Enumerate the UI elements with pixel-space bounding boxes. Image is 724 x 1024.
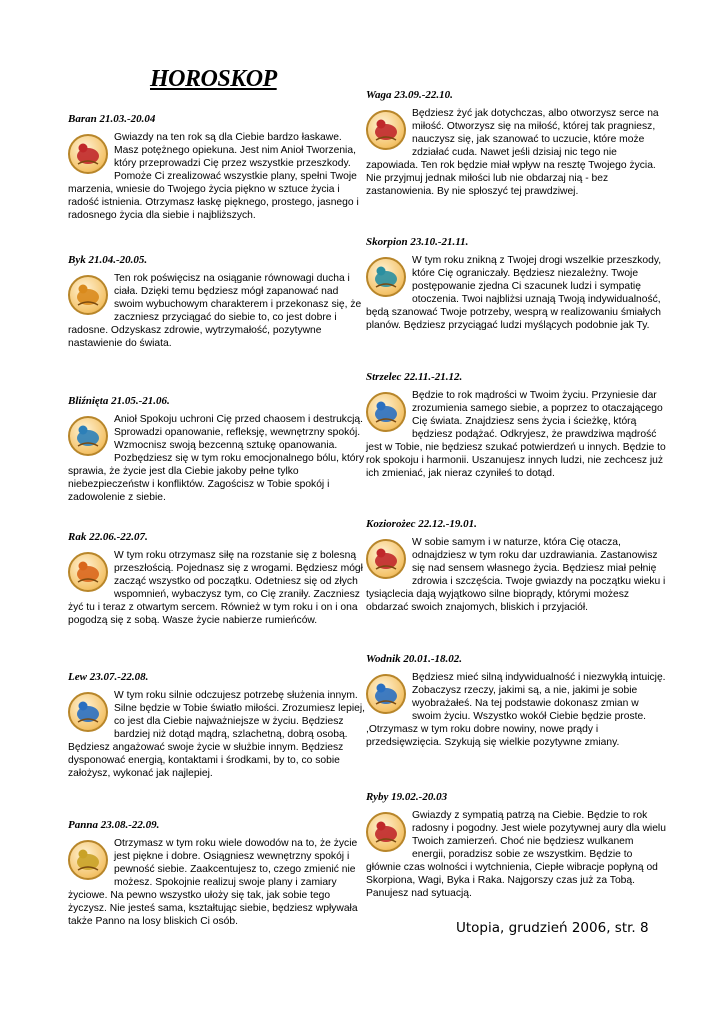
sign-text: Będziesz mieć silną indywidualność i niezwykłą intuicję. Zobaczysz rzeczy, jakimi są, a nie, jakimi je sobie wyobrażałeś. Na tej podstawie dokonasz zmian w swoim życiu. Wszystko wokół Ciebie będzie proste. ,Otrzymasz w tym roku dobre nowiny, nowe prądy i przedsięwzięcia. Szykują się wielkie pozytywne zmiany. — [366, 672, 666, 748]
page-title: HOROSKOP — [150, 66, 277, 92]
gemini-icon — [68, 416, 108, 456]
sign-heading: Baran 21.03.-20.04 — [68, 113, 156, 125]
sign-text: W tym roku znikną z Twojej drogi wszelkie przeszkody, które Cię ograniczały. Będziesz niezależny. Twoje postępowanie zjedna Ci szacunek ludzi i sympatię otoczenia. Twoi najbliżsi uznają Twoją indywidualność, będą szanować Twoje potrzeby, wesprą w realizowaniu śmiałych planów. Będziesz przyciągać ludzi myślących podobnie jak Ty. — [366, 255, 662, 331]
sign-heading: Strzelec 22.11.-21.12. — [366, 371, 463, 383]
sagittarius-icon — [366, 392, 406, 432]
sign-ryby — [366, 790, 666, 900]
sign-text: Gwiazdy z sympatią patrzą na Ciebie. Będzie to rok radosny i pogodny. Jest wiele pozytywnej aury dla wielu Twoich zamierzeń. Choć nie będziesz wulkanem energii, poradzisz sobie ze wszystkim. Będzie to głównie czas wolności i wytchnienia, Ciepłe wibracje popłyną od Skorpiona, Wagi, Byka i Raka. Najgorszy czas już za Tobą. Panujesz nad sytuacją. — [366, 810, 666, 899]
virgo-icon — [68, 840, 108, 880]
cancer-icon — [68, 552, 108, 592]
sign-baran — [68, 112, 368, 222]
sign-panna — [68, 818, 368, 928]
sign-heading: Waga 23.09.-22.10. — [366, 89, 453, 101]
pisces-icon — [366, 812, 406, 852]
sign-skorpion — [366, 235, 666, 332]
sign-heading: Panna 23.08.-22.09. — [68, 819, 160, 831]
leo-icon — [68, 692, 108, 732]
sign-waga — [366, 88, 666, 198]
sign-heading: Bliźnięta 21.05.-21.06. — [68, 395, 170, 407]
sign-text: W tym roku otrzymasz siłę na rozstanie się z bolesną przeszłością. Pojednasz się z wrogami. Będziesz mógł zacząć wszystko od początku. Odetniesz się od złych wspomnień, wybaczysz tym, co Cię zraniły. Zaczniesz żyć tu i teraz z otwartym sercem. Również w tym roku i on i ona pogodzą się z sobą. Wasze życie nabierze rumieńców. — [68, 550, 363, 626]
sign-rak — [68, 530, 368, 627]
sign-text: W sobie samym i w naturze, która Cię otacza, odnajdziesz w tym roku dar uzdrawiania. Zastanowisz się nad sensem własnego życia. Będziesz miał pełnię zdrowia i szczęścia. Twoje gwiazdy na początku wieku i tysiąclecia dają wyjątkowo silne bioprądy, którymi możesz obdarzać swoich znajomych, bliskich i przyjaciół. — [366, 537, 666, 613]
sign-heading: Rak 22.06.-22.07. — [68, 531, 148, 543]
sign-text: W tym roku silnie odczujesz potrzebę służenia innym. Silne będzie w Tobie światło miłości. Zrozumiesz lepiej, co jest dla Ciebie najważniejsze w życiu. Będziesz bardziej niż dotąd mądrą, szlachetną, dobrą osobą. Będziesz angażować swoje życie w służbie innym. Będziesz dysponować energią, kontaktami i środkami, by to, co sobie założysz, wykonać jak najlepiej. — [68, 690, 366, 779]
sign-byk — [68, 253, 368, 350]
sign-strzelec — [366, 370, 666, 480]
sign-heading: Skorpion 23.10.-21.11. — [366, 236, 469, 248]
taurus-icon — [68, 275, 108, 315]
sign-heading: Wodnik 20.01.-18.02. — [366, 653, 463, 665]
sign-lew — [68, 670, 368, 780]
sign-text: Gwiazdy na ten rok są dla Ciebie bardzo łaskawe. Masz potężnego opiekuna. Jest nim Anioł Tworzenia, który przeprowadzi Cię przez wszystkie przeszkody. Pomoże Ci zrealizować wszystkie plany, spełni Twoje marzenia, wniesie do Twojego życia piękno w sztuce życia i radość istnienia. Otrzymasz łaskę pięknego, prostego, jasnego i radosnego życia dla siebie i najbliższych. — [68, 132, 359, 221]
sign-text: Anioł Spokoju uchroni Cię przed chaosem i destrukcją. Sprowadzi opanowanie, refleksję, wewnętrzny spokój. Wzmocnisz swoją bezcenną sztukę opanowania. Pozbędziesz się w tym roku emocjonalnego bólu, który sprawia, że życie jest dla Ciebie jakoby pełne tylko niebezpieczeństw i konfliktów. Zagościsz w Tobie spokój i zadowolenie z siebie. — [68, 414, 365, 503]
sign-wodnik — [366, 652, 666, 749]
sign-heading: Koziorożec 22.12.-19.01. — [366, 518, 477, 530]
sign-koziorozec — [366, 517, 666, 614]
sign-heading: Ryby 19.02.-20.03 — [366, 791, 448, 803]
libra-icon — [366, 110, 406, 150]
aquarius-icon — [366, 674, 406, 714]
aries-icon — [68, 134, 108, 174]
sign-text: Będziesz żyć jak dotychczas, albo otworzysz serce na miłość. Otworzysz się na miłość, której tak pragniesz, nauczysz się, jak szanować to uczucie, które może zdziałać cuda. Nawet jeśli dzisiaj nic tego nie zapowiada. Ten rok będzie miał wpływ na resztę Twojego życia. Nie przyjmuj jednak miłości lub nie obdarzaj nią - bez zastanowienia. By nie spłoszyć tej prawdziwej. — [366, 108, 659, 197]
sign-text: Otrzymasz w tym roku wiele dowodów na to, że życie jest piękne i dobre. Osiągniesz wewnętrzny spokój i pewność siebie. Zaakcentujesz to, czego zmienić nie możesz. Spokojnie realizuj swoje plany i zamiary życiowe. Na pewno wszystko ułoży się tak, jak sobie tego życzysz. Nie jesteś sama, kształtując siebie, będziesz wpływała także Panno na losy bliskich Ci osób. — [68, 838, 358, 927]
page-footer: Utopia, grudzień 2006, str. 8 — [456, 920, 649, 936]
scorpio-icon — [366, 257, 406, 297]
sign-text: Będzie to rok mądrości w Twoim życiu. Przyniesie dar zrozumienia samego siebie, a poprzez to otaczającego Cię świata. Znajdziesz sens życia i ścieżkę, którą będziesz podążać. Odkryjesz, że prawdziwa mądrość jest w Tobie, nie będziesz szukać potwierdzeń u innych. Będzie to rok spokoju i harmonii. Uszanujesz innych ludzi, nie zechcesz już ich zmieniać, jak nieraz czyniłeś to dotąd. — [366, 390, 666, 479]
sign-blizneta — [68, 394, 368, 504]
capricorn-icon — [366, 539, 406, 579]
sign-heading: Lew 23.07.-22.08. — [68, 671, 149, 683]
sign-heading: Byk 21.04.-20.05. — [68, 254, 148, 266]
sign-text: Ten rok poświęcisz na osiąganie równowagi ducha i ciała. Dzięki temu będziesz mógł zapanować nad swoim wybuchowym charakterem i przekonasz się, że zaczniesz przyciągać do siebie to, co jest dobre i radosne. Odzyskasz zdrowie, wytrzymałość, pozytywne nastawienie do świata. — [68, 273, 362, 349]
